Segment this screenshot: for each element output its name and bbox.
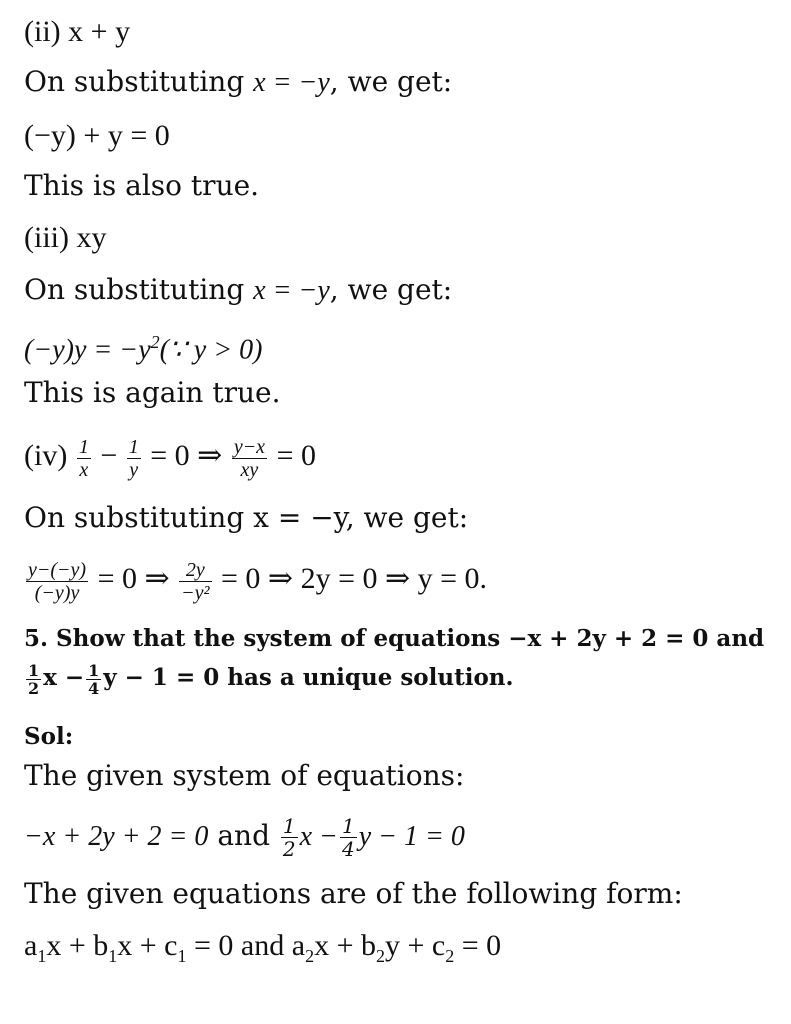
fraction-numerator: 1: [341, 814, 355, 838]
fraction-denominator: 2: [282, 837, 296, 861]
text-fragment: , we get:: [329, 65, 453, 98]
math-expression: x −: [43, 664, 85, 691]
part-label: (iv): [24, 439, 68, 472]
math-expression: −x + 2y + 2 = 0: [24, 821, 209, 852]
math-expression: = 0 ⇒ 2y = 0 ⇒ y = 0.: [221, 562, 488, 595]
equation-line-3: [24, 550, 487, 608]
math-expression: x + b: [46, 929, 109, 962]
fraction-numerator: 1: [78, 435, 89, 458]
question-5-line-1: 5. Show that the system of equations −x + 2y + 2 = 0 and: [24, 625, 765, 652]
fraction: [77, 436, 91, 481]
substitution-line-3: On substituting x = −y, we get:: [24, 501, 469, 534]
fraction: [26, 662, 41, 697]
general-form-equation: [24, 928, 501, 974]
fraction: [232, 436, 267, 481]
fraction: [281, 815, 298, 860]
part-iv-equation: [24, 428, 316, 484]
fraction-numerator: y−x: [233, 435, 266, 458]
math-expression: x −: [299, 821, 338, 852]
part-iii-heading: (iii) xy: [24, 221, 107, 254]
math-expression: y + c: [384, 929, 446, 962]
fraction-numerator: 2y: [179, 559, 211, 582]
fraction: [179, 559, 211, 604]
superscript: 2: [150, 332, 160, 352]
solution-label: Sol:: [24, 723, 74, 750]
math-expression: a: [291, 929, 306, 962]
math-expression: = 0 ⇒: [150, 439, 223, 472]
subscript: 1: [108, 946, 118, 966]
text-fragment: and: [208, 819, 279, 852]
fraction-denominator: 4: [88, 678, 100, 698]
subscript: 2: [375, 946, 385, 966]
math-expression: x = −y: [253, 275, 330, 306]
subscript: 2: [445, 946, 455, 966]
fraction-numerator: 1: [282, 814, 296, 838]
equation-line-2: [24, 324, 262, 368]
subscript: 2: [305, 946, 315, 966]
fraction-denominator: x: [79, 458, 89, 481]
fraction: [86, 662, 101, 697]
text-fragment: On substituting: [24, 273, 254, 306]
text-fragment: On substituting: [24, 65, 254, 98]
fraction-denominator: xy: [240, 458, 259, 481]
math-expression: x + b: [314, 929, 376, 962]
fraction-numerator: 1: [88, 660, 100, 680]
math-expression: x = −y: [253, 67, 330, 98]
equation-line-1: (−y) + y = 0: [24, 119, 170, 152]
subscript: 1: [177, 946, 187, 966]
conclusion-line-1: This is also true.: [24, 169, 260, 202]
fraction-denominator: (−y)y: [34, 581, 80, 604]
fraction-numerator: 1: [128, 435, 139, 458]
fraction-denominator: 2: [28, 678, 40, 698]
math-expression: (−y)y = −y: [24, 334, 151, 366]
fraction-denominator: −y²: [181, 581, 210, 604]
solution-equations: [24, 808, 465, 865]
text-fragment: and: [233, 929, 292, 962]
question-text: y − 1 = 0 has a unique solution.: [103, 664, 514, 691]
fraction-denominator: 4: [341, 837, 355, 861]
solution-form-intro: The given equations are of the following form:: [24, 877, 683, 910]
fraction: [340, 815, 357, 860]
math-expression: = 0: [186, 929, 234, 962]
math-expression: = 0: [454, 929, 502, 962]
solution-intro: The given system of equations:: [24, 759, 465, 792]
math-expression: = 0: [276, 439, 316, 472]
substitution-line-2: [24, 272, 452, 309]
substitution-line-1: [24, 64, 452, 101]
subscript: 1: [37, 946, 47, 966]
math-expression: x + c: [117, 929, 178, 962]
fraction-denominator: y: [129, 458, 139, 481]
fraction-numerator: 1: [28, 660, 40, 680]
question-5-line-2: [24, 658, 514, 698]
operator: −: [100, 439, 118, 472]
math-expression: (∵ y > 0): [159, 334, 263, 366]
fraction-numerator: y−(−y): [28, 558, 87, 581]
math-expression: = 0 ⇒: [97, 562, 170, 595]
conclusion-line-2: This is again true.: [24, 376, 281, 409]
fraction: [127, 436, 141, 481]
fraction: [26, 559, 88, 604]
part-ii-heading: (ii) x + y: [24, 15, 131, 48]
math-expression: a: [24, 929, 38, 962]
text-fragment: , we get:: [329, 273, 453, 306]
math-expression: y − 1 = 0: [358, 821, 465, 852]
